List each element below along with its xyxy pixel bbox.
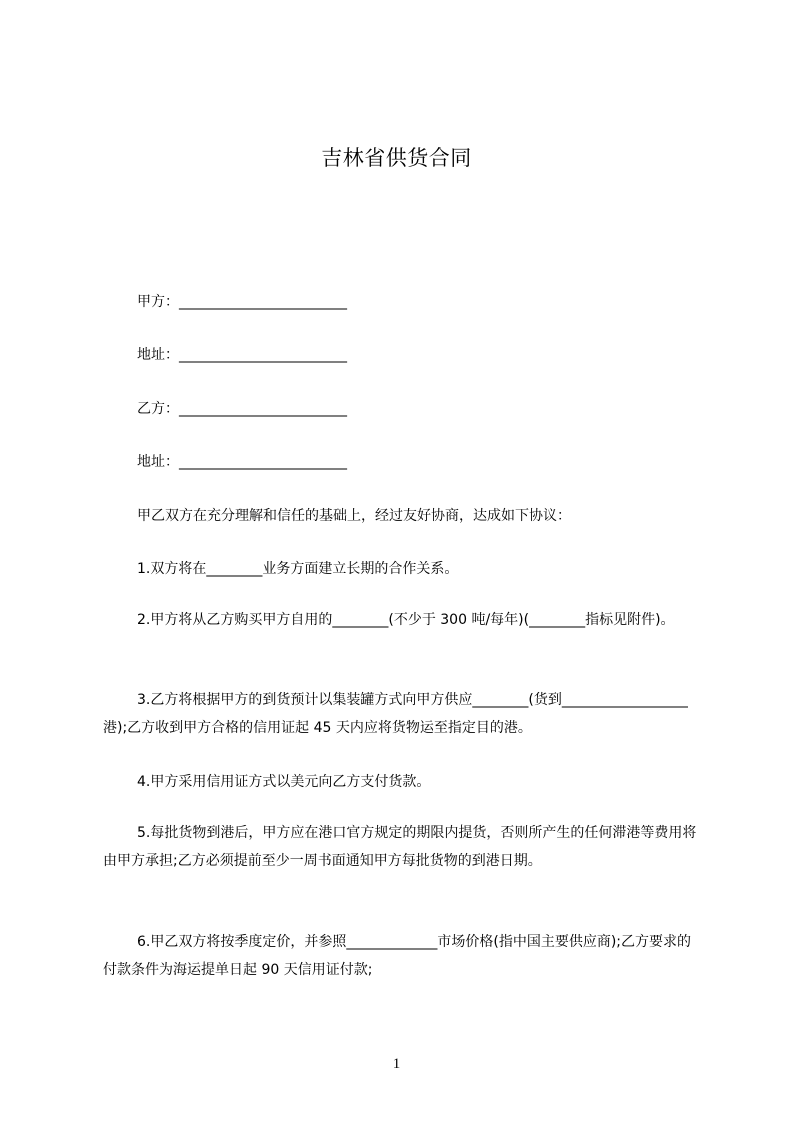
document-title: 吉林省供货合同 <box>321 146 472 170</box>
clause-4: 4.甲方采用信用证方式以美元向乙方支付货款。 <box>137 774 431 790</box>
clause-1: 1.双方将在________业务方面建立长期的合作关系。 <box>137 561 459 577</box>
page-number: 1 <box>392 1056 401 1072</box>
party-a-field: 甲方：________________________ <box>137 294 347 310</box>
clause-2: 2.甲方将从乙方购买甲方自用的________(不少于 300 吨/每年)(________指标见附件)。 <box>137 612 675 628</box>
clause-5: 5.每批货物到港后，甲方应在港口官方规定的期限内提货，否则所产生的任何滞港等费用将由甲方承担;乙方必须提前至少一周书面通知甲方每批货物的到港日期。 <box>103 825 697 869</box>
party-b-address-field: 地址：________________________ <box>137 454 347 470</box>
party-b-field: 乙方：________________________ <box>137 401 347 417</box>
intro-paragraph: 甲乙双方在充分理解和信任的基础上，经过友好协商，达成如下协议： <box>137 508 571 524</box>
clause-3: 3.乙方将根据甲方的到货预计以集装罐方式向甲方供应________(货到__________________港);乙方收到甲方合格的信用证起 45 天内应将货物运至指定目的港。 <box>103 692 688 736</box>
party-a-address-field: 地址：________________________ <box>137 347 347 363</box>
clause-6: 6.甲乙双方将按季度定价，并参照_____________市场价格(指中国主要供应商);乙方要求的付款条件为海运提单日起 90 天信用证付款; <box>103 934 691 978</box>
